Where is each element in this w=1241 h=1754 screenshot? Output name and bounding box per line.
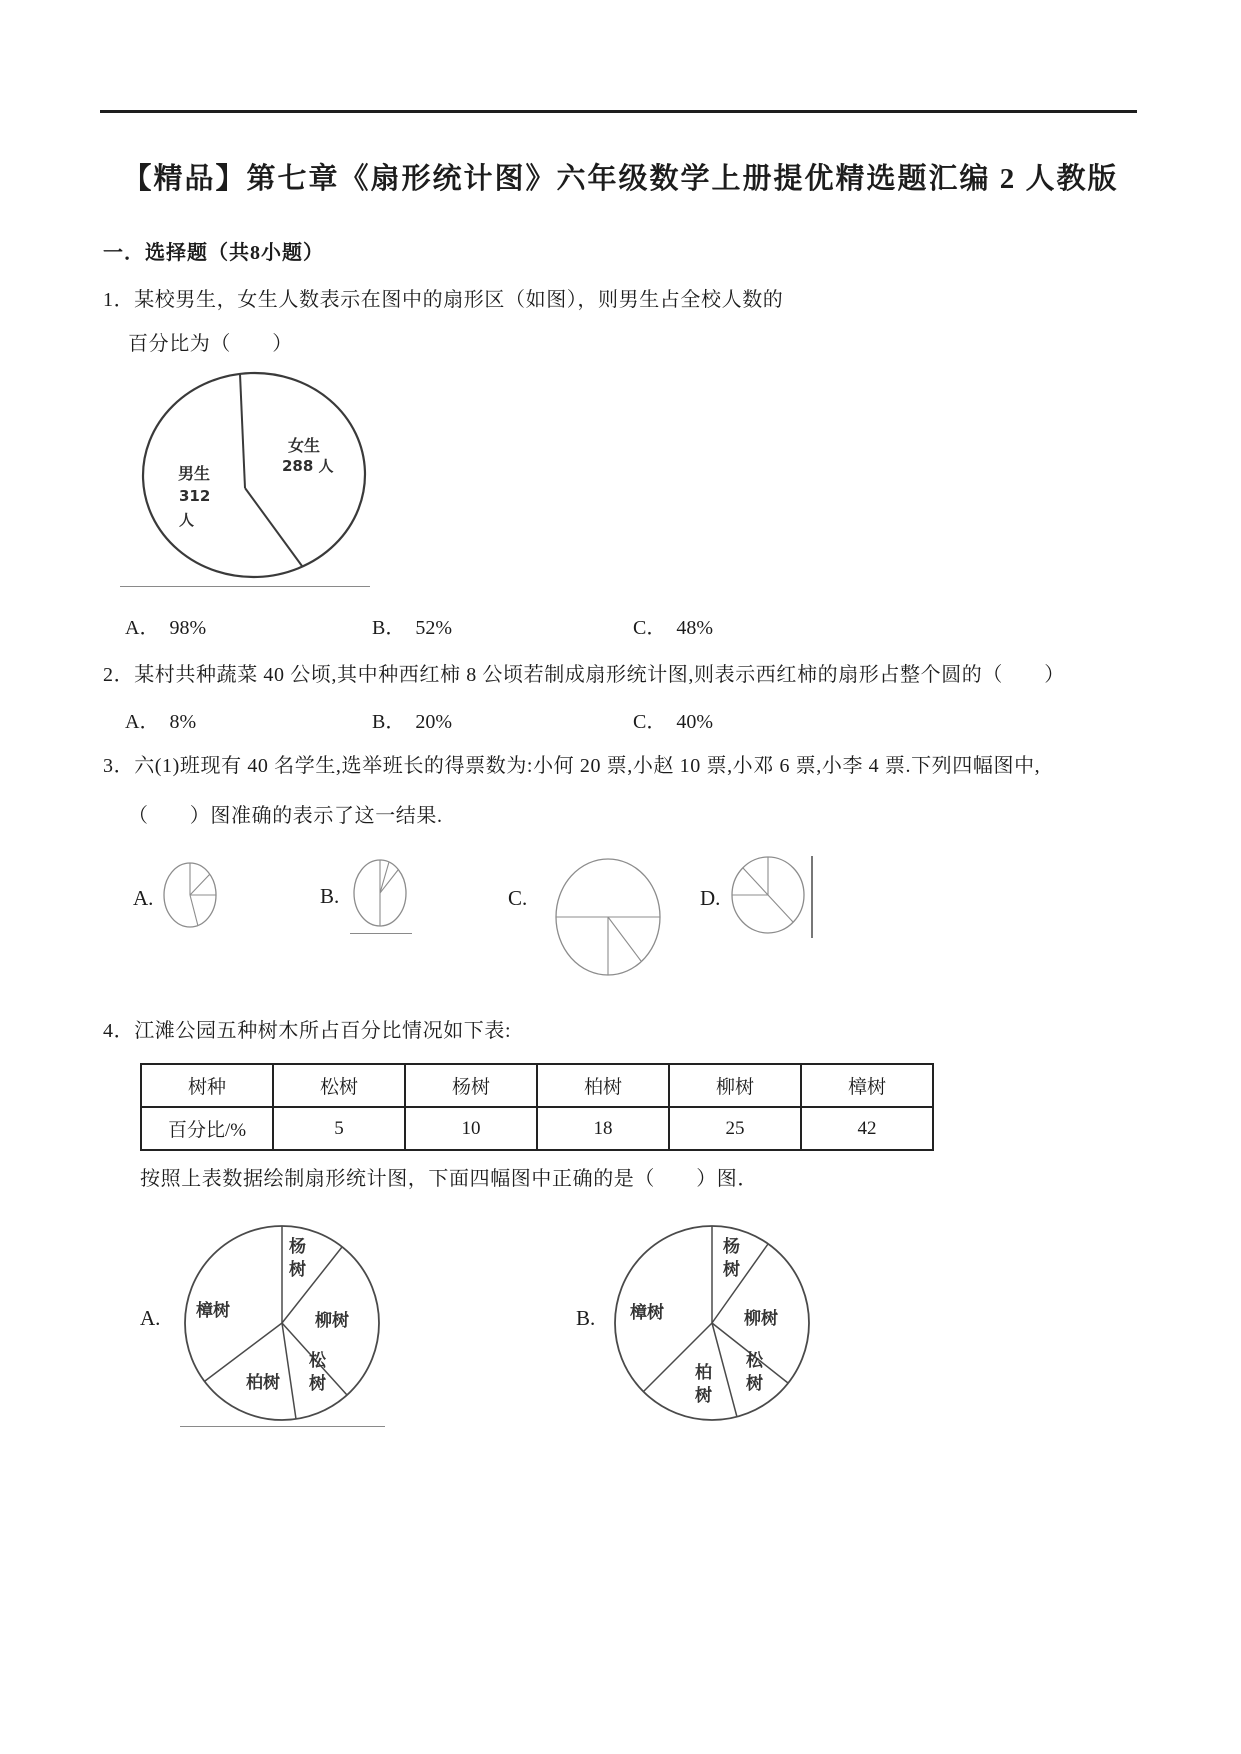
q3-b-underline — [350, 933, 412, 934]
table-cell-rowlabel: 百分比/% — [141, 1107, 273, 1150]
section-heading: 一．选择题（共8小题） — [103, 242, 324, 264]
q1-option-b-value: 52% — [415, 617, 453, 639]
q1-option-c-letter: C． — [633, 617, 667, 639]
table-header-camphor: 樟树 — [801, 1064, 933, 1107]
table-row-headers — [141, 1064, 933, 1107]
q2-option-c-value: 40% — [676, 711, 714, 733]
q4b-label-cypress: 柏树 — [695, 1363, 712, 1406]
q2-option-b-letter: B． — [372, 711, 406, 733]
q4-option-a-letter: A. — [140, 1306, 161, 1330]
q1-text-line1: 1．某校男生，女生人数表示在图中的扇形区（如图），则男生占全校人数的 — [103, 289, 784, 311]
q2-option-a-value: 8% — [169, 711, 197, 733]
table-header-willow: 柳树 — [669, 1064, 801, 1107]
q4a-label-pine: 松树 — [309, 1351, 326, 1394]
q2-option-a — [125, 705, 196, 734]
q3-text-line2: （ ）图准确的表示了这一结果. — [128, 805, 443, 827]
q1-pie-label-male-unit: 人 — [179, 511, 195, 529]
table-header-cypress: 柏树 — [537, 1064, 669, 1107]
q4a-label-willow: 柳树 — [315, 1311, 349, 1331]
q4b-label-willow: 柳树 — [744, 1309, 778, 1329]
q1-text-line2: 百分比为（ ） — [128, 333, 293, 355]
q1-option-a — [125, 611, 206, 640]
q2-option-b — [372, 705, 452, 734]
table-row-values — [141, 1107, 933, 1150]
header-rule — [100, 110, 1137, 113]
page-title: 【精品】第七章《扇形统计图》六年级数学上册提优精选题汇编 2 人教版 — [122, 163, 1119, 195]
table-header-poplar: 杨树 — [405, 1064, 537, 1107]
q1-pie-label-male: 男生 — [178, 464, 211, 483]
q2-text: 2．某村共种蔬菜 40 公顷,其中种西红柿 8 公顷若制成扇形统计图,则表示西红柿的扇形占整个圆的（ ） — [103, 664, 1065, 686]
q1-pie-chart — [130, 360, 382, 592]
q2-option-c — [633, 705, 713, 734]
q4-prompt: 按照上表数据绘制扇形统计图，下面四幅图中正确的是（ ）图． — [140, 1168, 758, 1190]
q1-chart-underline — [120, 586, 370, 587]
q1-pie-label-female-count: 288 人 — [282, 457, 334, 475]
table-cell-pine: 5 — [273, 1107, 405, 1150]
q1-option-b — [372, 611, 452, 640]
table-header-species: 树种 — [141, 1064, 273, 1107]
table-cell-willow: 25 — [669, 1107, 801, 1150]
q3-pie-sketches — [120, 850, 860, 985]
q4-a-underline — [180, 1426, 385, 1427]
q3-option-c-letter: C. — [508, 886, 528, 910]
q4-option-b-letter: B. — [576, 1306, 596, 1330]
q2-option-c-letter: C． — [633, 711, 667, 733]
q1-pie-label-female: 女生 — [288, 436, 321, 455]
q2-option-a-letter: A． — [125, 711, 160, 733]
q4b-label-poplar: 杨树 — [723, 1237, 740, 1280]
q1-option-a-value: 98% — [169, 617, 207, 639]
q4a-label-camphor: 樟树 — [196, 1301, 230, 1321]
q4b-label-camphor: 樟树 — [630, 1303, 664, 1323]
q1-option-b-letter: B． — [372, 617, 406, 639]
q4b-label-pine: 松树 — [746, 1351, 763, 1394]
q1-option-c-value: 48% — [676, 617, 714, 639]
table-cell-cypress: 18 — [537, 1107, 669, 1150]
q4a-label-cypress: 柏树 — [246, 1373, 280, 1393]
q1-option-c — [633, 611, 713, 640]
q3-option-d-letter: D. — [700, 886, 721, 910]
table-header-pine: 松树 — [273, 1064, 405, 1107]
table-cell-poplar: 10 — [405, 1107, 537, 1150]
q4a-label-poplar: 杨树 — [289, 1237, 306, 1280]
q2-option-b-value: 20% — [415, 711, 453, 733]
q4-text: 4．江滩公园五种树木所占百分比情况如下表: — [103, 1020, 512, 1042]
q4-data-table — [140, 1063, 934, 1151]
q3-option-b-letter: B. — [320, 884, 340, 908]
q1-option-a-letter: A． — [125, 617, 160, 639]
q1-pie-label-male-count: 312 — [179, 487, 211, 505]
table-cell-camphor: 42 — [801, 1107, 933, 1150]
q3-option-a-letter: A. — [133, 886, 154, 910]
q3-text-line1: 3．六(1)班现有 40 名学生,选举班长的得票数为:小何 20 票,小赵 10 票,小邓 6 票,小李 4 票.下列四幅图中, — [103, 755, 1041, 777]
